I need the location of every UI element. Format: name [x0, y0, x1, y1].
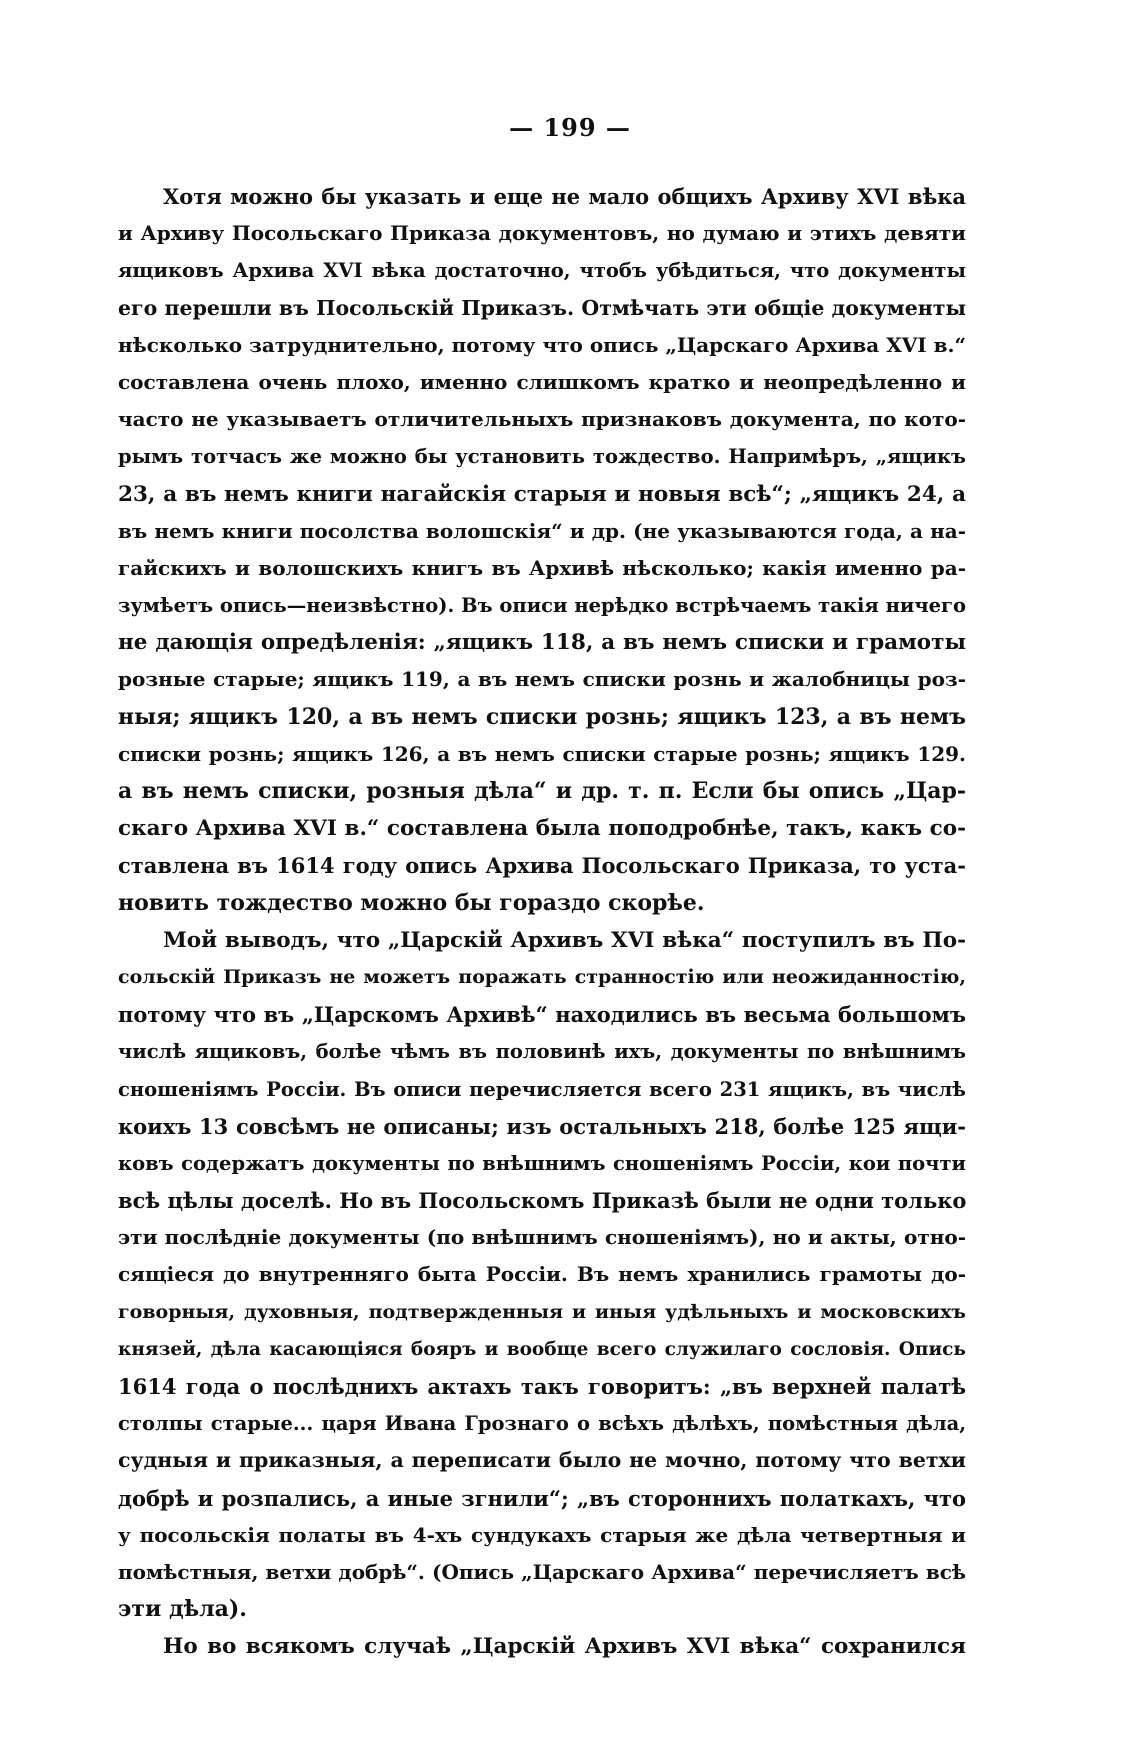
text-line: въ немъ книги посолства волошскія“ и др. (не указываются года, а на-	[118, 518, 966, 543]
text-line: помѣстныя, ветхи добрѣ“. (Опись „Царскаго Архива“ перечисляетъ всѣ	[118, 1559, 966, 1584]
text-line: а въ немъ списки, розныя дѣла“ и др. т. п. Если бы опись „Цар-	[118, 778, 966, 804]
text-line: и Архиву Посольскаго Приказа документовъ, но думаю и этихъ девяти	[118, 221, 966, 246]
paragraph	[118, 178, 966, 922]
text-line: эти послѣдніе документы (по внѣшнимъ сношеніямъ), но и акты, отно-	[118, 1225, 966, 1250]
text-line: Мой выводъ, что „Царскій Архивъ XVI вѣка“ поступилъ въ По-	[163, 927, 966, 953]
text-line: ковъ содержатъ документы по внѣшнимъ сношеніямъ Россіи, кои почти	[118, 1151, 966, 1175]
text-line: ставлена въ 1614 году опись Архива Посольскаго Приказа, то уста-	[118, 853, 966, 879]
text-line: столпы старые... царя Ивана Грознаго о всѣхъ дѣлѣхъ, помѣстныя дѣла,	[118, 1412, 966, 1436]
text-line: сношеніямъ Россіи. Въ описи перечисляется всего 231 ящикъ, въ числѣ	[118, 1077, 966, 1101]
text-line: новить тождество можно бы гораздо скорѣе.	[118, 889, 705, 916]
text-line: князей, дѣла касающіяся бояръ и вообще всего служилаго сословія. Опись	[118, 1338, 966, 1360]
text-line: у посольскія полаты въ 4-хъ сундукахъ старыя же дѣла четвертныя и	[118, 1522, 966, 1547]
text-line: всѣ цѣлы доселѣ. Но въ Посольскомъ Приказѣ были не одни только	[118, 1188, 967, 1214]
paragraph	[118, 922, 966, 1629]
text-line: коихъ 13 совсѣмъ не описаны; изъ остальныхъ 218, болѣе 125 ящи-	[118, 1113, 966, 1139]
text-line: нѣсколько затруднительно, потому что опись „Царскаго Архива XVI в.“	[118, 332, 966, 357]
text-line: скаго Архива XVI в.“ составлена была поподробнѣе, такъ, какъ со-	[118, 816, 966, 842]
text-line: зумѣетъ опись—неизвѣстно). Въ описи нерѣдко встрѣчаемъ такія ничего	[118, 594, 966, 618]
text-line: его перешли въ Посольскій Приказъ. Отмѣчать эти общіе документы	[118, 295, 966, 320]
text-line: сящіеся до внутренняго быта Россіи. Въ немъ хранились грамоты до-	[118, 1262, 966, 1287]
text-line: не дающія опредѣленія: „ящикъ 118, а въ немъ списки и грамоты	[118, 630, 966, 656]
text-line: рымъ тотчасъ же можно бы установить тождество. Напримѣръ, „ящикъ	[118, 445, 966, 469]
paragraph	[118, 1628, 966, 1665]
text-line: Хотя можно бы указать и еще не мало общихъ Архиву XVI вѣка	[163, 184, 966, 209]
text-line: Но во всякомъ случаѣ „Царскій Архивъ XVI вѣка“ сохранился	[163, 1634, 966, 1660]
text-line: добрѣ и розпались, а иные згнили“; „въ сторонниxъ полаткахъ, что	[118, 1485, 966, 1511]
text-line: эти дѣла).	[118, 1596, 247, 1623]
text-line: гайскихъ и волошскихъ книгъ въ Архивѣ нѣсколько; какія именно ра-	[118, 555, 966, 580]
text-line: составлена очень плохо, именно слишкомъ кратко и неопредѣленно и	[118, 369, 966, 394]
text-line: 1614 года о послѣднихъ актахъ такъ говоритъ: „въ верхней палатѣ	[118, 1374, 966, 1399]
page-number: — 199 —	[509, 113, 631, 142]
text-line: сольскій Приказъ не можетъ поражать странностію или неожиданностію,	[118, 965, 966, 988]
text-line: часто не указываетъ отличительныхъ признаковъ документа, по кото-	[118, 407, 966, 432]
text-line: числѣ ящиковъ, болѣе чѣмъ въ половинѣ ихъ, документы по внѣшнимъ	[118, 1040, 966, 1064]
text-line: ныя; ящикъ 120, а въ немъ списки рознь; ящикъ 123, а въ немъ	[118, 703, 966, 730]
text-line: судныя и приказныя, а переписати было не мочно, потому что ветхи	[118, 1448, 966, 1473]
text-line: 23, а въ немъ книги нагайскія старыя и новыя всѣ“; „ящикъ 24, а	[118, 481, 966, 507]
text-line: потому что въ „Царскомъ Архивѣ“ находились въ весьма большомъ	[118, 1002, 966, 1028]
text-line: розные старые; ящикъ 119, а въ немъ списки рознь и жалобницы роз-	[118, 667, 966, 692]
text-line: списки рознь; ящикъ 126, а въ немъ списки старые рознь; ящикъ 129.	[118, 741, 966, 766]
body-text	[118, 178, 966, 1666]
text-line: говорныя, духовныя, подтвержденныя и иныя удѣльныхъ и московскихъ	[118, 1300, 966, 1323]
text-line: ящиковъ Архива XVI вѣка достаточно, чтобъ убѣдиться, что документы	[118, 259, 966, 283]
